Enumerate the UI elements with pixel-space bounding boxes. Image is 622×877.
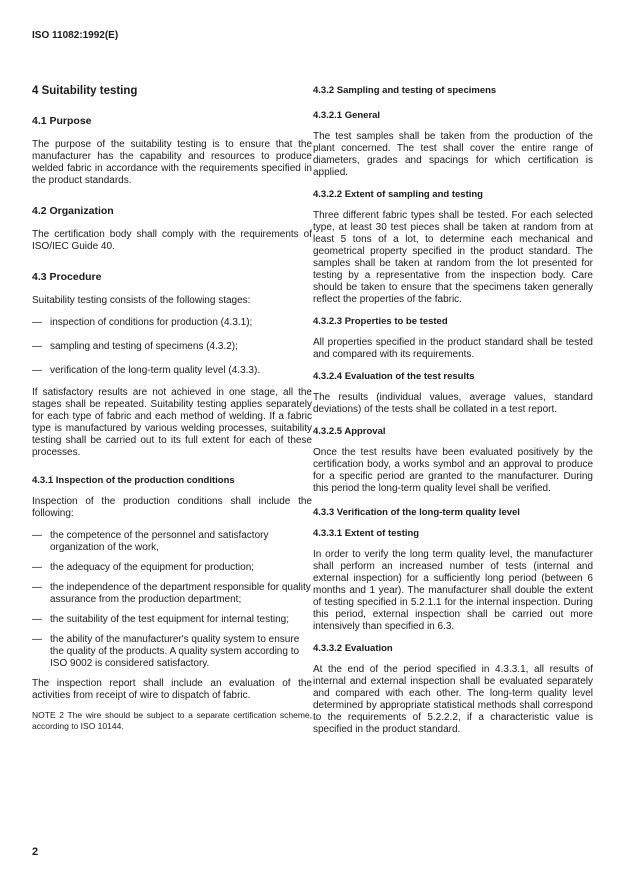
section-4-3-2-1-text: The test samples shall be taken from the production of the plant concerned. The test shall cover the entire range of diameters, grades and spacings for which certification is applied. (313, 131, 593, 178)
section-4-3-2-3-text: All properties specified in the product standard shall be tested and compared with its requirements. (313, 337, 593, 360)
page-number: 2 (32, 846, 39, 858)
section-4-3-2-1-title: 4.3.2.1 General (313, 110, 381, 121)
list-item: — verification of the long-term quality level (4.3.3). (32, 365, 261, 376)
section-4-3-2-2-text: Three different fabric types shall be tested. For each selected type, at least 30 test pieces shall be taken at random from at least 5 tons of a lot, to determine each mechanical and geometrical property specified in the product standard. The samples shall be taken at random from the lot presented for testing by a representative from the inspection body. Care should be taken to ensure that the specimens taken generally reflect the properties of the fabric. (313, 210, 593, 305)
section-4-2-text: The certification body shall comply with the requirements of ISO/IEC Guide 40. (32, 229, 312, 252)
section-4-3-1-intro: Inspection of the production conditions shall include the following: (32, 496, 312, 519)
inspection-report-text: The inspection report shall include an evaluation of the activities from receipt of wire to dispatch of fabric. (32, 678, 312, 701)
section-4-title: 4 Suitability testing (32, 85, 138, 97)
section-4-3-3-2-title: 4.3.3.2 Evaluation (313, 643, 393, 654)
section-4-3-2-2-title: 4.3.2.2 Extent of sampling and testing (313, 189, 483, 200)
section-4-3-3-title: 4.3.3 Verification of the long-term quality level (313, 507, 520, 518)
section-4-3-intro: Suitability testing consists of the following stages: (32, 295, 251, 306)
list-item: — the competence of the personnel and satisfactory organization of the work, (32, 530, 269, 553)
section-4-3-2-5-text: Once the test results have been evaluated positively by the certification body, a works symbol and an approval to produce for a specific period are granted to the manufacturer. During this period the long-term quality level shall be verified. (313, 447, 593, 494)
section-4-2-title: 4.2 Organization (32, 205, 114, 217)
section-4-3-text: If satisfactory results are not achieved in one stage, all the stages shall be repeated. Suitability testing applies separately for each type of fabric and each method of welding. If a fabric type is manufactured by various welding processes, suitability testing shall be carried out to its full extent for each of these processes. (32, 387, 312, 458)
section-4-3-3-1-text: In order to verify the long term quality level, the manufacturer shall perform an increased number of tests (internal and external inspection) for a sufficiently long period (between 6 months and 1 year). The manufacturer shall double the extent of testing specified in 5.2.1.1 for the internal inspection. During this period, external inspection shall be carried out more intensively than specified in 6.3. (313, 549, 593, 632)
section-4-1-text: The purpose of the suitability testing is to ensure that the manufacturer has the capability and resources to produce welded fabric in accordance with the requirements specified in the product standards. (32, 139, 312, 186)
list-item: — inspection of conditions for production (4.3.1); (32, 317, 253, 328)
section-4-3-1-title: 4.3.1 Inspection of the production conditions (32, 475, 235, 486)
note-2: NOTE 2 The wire should be subject to a separate certification scheme, according to ISO 10144. (32, 710, 312, 731)
section-4-3-3-2-text: At the end of the period specified in 4.3.3.1, all results of internal and external inspection shall be evaluated separately and compared with each other. The long-term quality level determined by appropriate statistical methods shall correspond to the requirements of 5.2.2.2, if a characteristic value is specified in the product standard. (313, 664, 593, 735)
section-4-3-2-title: 4.3.2 Sampling and testing of specimens (313, 85, 497, 96)
section-4-3-2-5-title: 4.3.2.5 Approval (313, 426, 386, 437)
section-4-3-2-4-title: 4.3.2.4 Evaluation of the test results (313, 371, 475, 382)
section-4-3-2-4-text: The results (individual values, average values, standard deviations) of the tests shall be collated in a test report. (313, 392, 593, 415)
section-4-1-title: 4.1 Purpose (32, 115, 92, 127)
section-4-3-title: 4.3 Procedure (32, 271, 102, 283)
document-id-header: ISO 11082:1992(E) (32, 30, 119, 41)
section-4-3-2-3-title: 4.3.2.3 Properties to be tested (313, 316, 448, 327)
left-column (32, 85, 312, 732)
right-column (313, 85, 593, 736)
list-item: — the adequacy of the equipment for production; (32, 562, 255, 573)
section-4-3-3-1-title: 4.3.3.1 Extent of testing (313, 528, 420, 539)
list-item: — the ability of the manufacturer's quality system to ensure the quality of the products. A quality system according to ISO 9002 is considered satisfactory. (32, 634, 300, 669)
list-item: — the suitability of the test equipment for internal testing; (32, 614, 290, 625)
list-item: — sampling and testing of specimens (4.3.2); (32, 341, 238, 352)
list-item: — the independence of the department responsible for quality assurance from the production department; (32, 582, 311, 605)
